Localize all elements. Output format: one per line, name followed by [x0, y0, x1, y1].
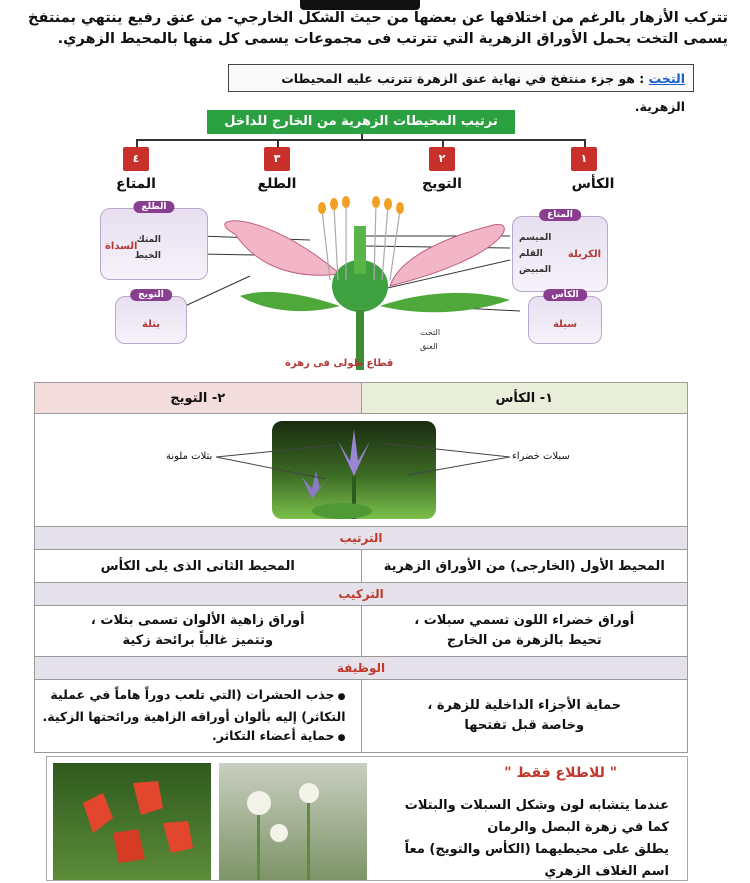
diagram-title: ترتيب المحيطات الزهرية من الخارج للداخل	[207, 110, 515, 134]
note-title: " للاطلاع فقط "	[504, 765, 617, 781]
flower-photo-row	[35, 414, 688, 527]
for-info-box	[46, 756, 688, 881]
callout-caption: التويج	[130, 289, 172, 301]
note-line: كما في زهرة البصل والرمان	[487, 820, 669, 835]
function-calyx-line: حماية الأجزاء الداخلية للزهرة ،	[427, 698, 622, 713]
connector-line	[136, 139, 138, 147]
structure-corolla-line: أوراق زاهية الألوان تسمى بتلات ،	[90, 613, 305, 628]
diagram-caption: قطاع طولى فى زهرة	[285, 358, 394, 369]
structure-corolla	[35, 606, 362, 657]
function-calyx-line: وخاصة قبل تفتحها	[464, 718, 585, 733]
whorl-number: ٤	[123, 147, 149, 171]
function-corolla-list	[36, 685, 360, 748]
structure-calyx-line: أوراق خضراء اللون تسمي سبلات ،	[414, 613, 635, 628]
intro-paragraph: تتركب الأزهار بالرغم من اختلافها عن بعضها من حيث الشكل الخارجي- من عنق رفيع ينتهي بمنتفخ يسمى التخت يحمل الأوراق الزهرية التي تترتب فى مجموعات يسمى كل منها بالمحيط الزهري.	[28, 10, 728, 47]
callout-main-label: بتلة	[142, 319, 160, 330]
function-calyx	[361, 680, 688, 753]
header-calyx: ١- الكأس	[361, 383, 688, 414]
onion-flower-photo	[219, 763, 367, 880]
image-label-sepals: سبلات خضراء	[512, 451, 570, 462]
connector-line	[277, 139, 279, 147]
callout-caption: الكأس	[543, 289, 587, 301]
section-header-structure: التركيب	[35, 583, 688, 606]
structure-calyx	[361, 606, 688, 657]
callout-carpel	[512, 210, 608, 292]
note-line: عندما يتشابه لون وشكل السبلات والبتلات	[404, 798, 669, 813]
whorl-number: ١	[571, 147, 597, 171]
note-line: اسم الغلاف الزهري	[544, 864, 669, 879]
part-label: الخيط	[134, 251, 161, 261]
image-label-petals: بتلات ملونة	[166, 451, 213, 462]
order-calyx: المحيط الأول (الخارجى) من الأوراق الزهرية	[361, 550, 688, 583]
function-corolla-item: ● جذب الحشرات (التي تلعب دوراً هاماً في عملية التكاثر) إليه بألوان أوراقه الزاهية ورائحتها الزكية.	[36, 685, 346, 726]
order-corolla: المحيط الثانى الذى يلى الكأس	[35, 550, 362, 583]
section-header-order: الترتيب	[35, 527, 688, 550]
white-flower-icon	[219, 763, 367, 880]
definition-box	[228, 64, 694, 114]
note-line: يطلق على محيطيهما (الكأس والتويج) معاً	[404, 842, 669, 857]
whorl-label: التويج	[422, 176, 462, 192]
function-corolla-item: ● حماية أعضاء التكاثر.	[36, 726, 346, 748]
header-corolla: ٢- التويج	[35, 383, 362, 414]
callout-caption: الطلع	[133, 201, 174, 213]
part-label: المتك	[136, 235, 161, 245]
definition-text: : هو جزء منتفخ في نهاية عنق الزهرة تترتب عليه المحيطات الزهرية.	[281, 71, 685, 114]
takht-label: التخت	[420, 328, 441, 337]
whorl-label: الطلع	[257, 176, 297, 192]
part-label: القلم	[519, 249, 543, 259]
callout-main-label: الكربلة	[567, 249, 601, 260]
structure-calyx-line: تحيط بالزهرة من الخارج	[446, 633, 602, 648]
red-flower-icon	[53, 763, 211, 880]
whorl-label: المتاع	[116, 176, 156, 192]
section-header-function: الوظيفة	[35, 657, 688, 680]
comparison-table	[34, 382, 688, 753]
whorl-number: ٢	[429, 147, 455, 171]
connector-line	[584, 139, 586, 147]
part-label: المبيض	[519, 265, 552, 275]
whorl-number: ٣	[264, 147, 290, 171]
callout-main-label: سبلة	[552, 319, 578, 330]
connector-line	[442, 139, 444, 147]
callout-petal	[115, 290, 187, 344]
callout-sepal	[528, 290, 602, 344]
pomegranate-flower-photo	[53, 763, 211, 880]
callout-caption: المتاع	[539, 209, 581, 221]
definition-term: التخت	[648, 71, 685, 86]
function-corolla	[35, 680, 362, 753]
callout-main-label: السداة	[105, 241, 138, 252]
note-body	[369, 795, 669, 883]
structure-corolla-line: وتتميز غالباً برائحة زكية	[122, 633, 274, 648]
part-label: الميسم	[519, 233, 552, 243]
whorl-label: الكأس	[571, 176, 615, 192]
onoq-label: العنق	[420, 342, 438, 351]
callout-stamen	[100, 202, 208, 280]
connector-line	[136, 139, 586, 141]
image-pointer-lines	[36, 415, 690, 525]
